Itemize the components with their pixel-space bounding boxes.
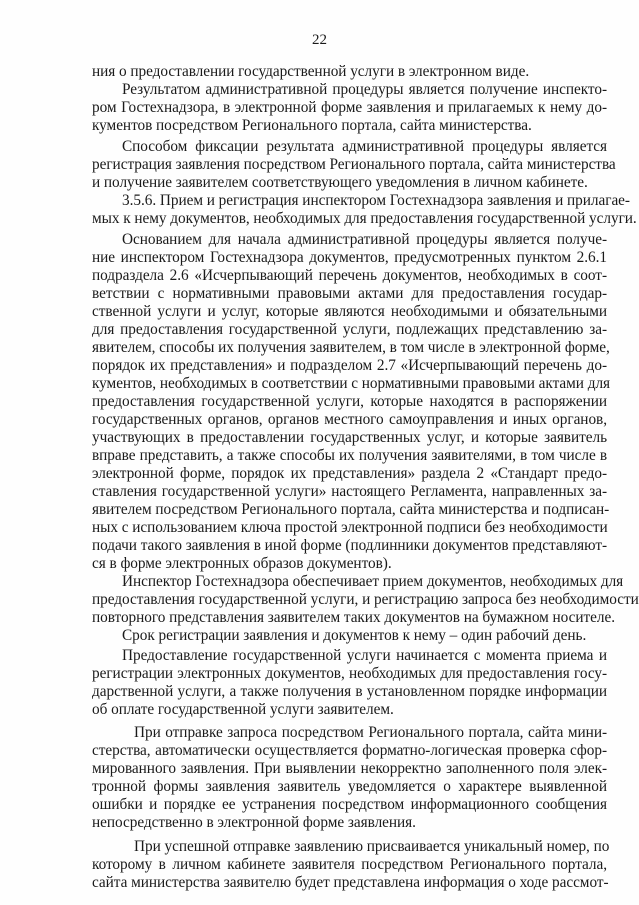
text-line: регистрации электронных документов, необходимых для предоставления госу-: [92, 665, 607, 682]
page-number: 22: [312, 32, 327, 48]
text-line: ставления государственной услуги» настоящего Регламента, направленных за-: [92, 483, 607, 500]
text-line: Предоставление государственной услуги начинается с момента приема и: [122, 647, 607, 664]
text-line: подраздела 2.6 «Исчерпывающий перечень документов, необходимых в соот-: [92, 267, 607, 284]
text-line: 3.5.6. Прием и регистрация инспектором Гостехнадзора заявления и прилагае-: [122, 192, 630, 209]
text-line: вправе представить, а также способы их получения заявителями, в том числе в: [92, 447, 607, 464]
text-line: об оплате государственной услуги заявителем.: [92, 701, 394, 718]
text-line: участвующих в предоставлении государственных услуг, и которые заявитель: [92, 429, 607, 446]
text-line: государственных органов, органов местного самоуправления и иных органов,: [92, 411, 607, 428]
text-line: ветствии с нормативными правовыми актами для предоставления государ-: [92, 285, 607, 302]
text-line: ром Гостехнадзора, в электронной форме заявления и прилагаемых к нему до-: [92, 99, 607, 116]
text-line: ошибки и порядке ее устранения посредством информационного сообщения: [92, 796, 607, 813]
text-line: тронной формы заявления заявитель уведомляется о характере выявленной: [92, 778, 607, 795]
text-line: которому в личном кабинете заявителя посредством Регионального портала,: [92, 856, 607, 873]
text-line: непосредственно в электронной форме заявления.: [92, 814, 416, 831]
text-line: кументов посредством Регионального портала, сайта министерства.: [92, 117, 532, 134]
text-line: порядок их представления» и подразделом 2.7 «Исчерпывающий перечень до-: [92, 357, 607, 374]
text-line: При успешной отправке заявлению присваивается уникальный номер, по: [134, 838, 610, 855]
text-line: Инспектор Гостехнадзора обеспечивает прием документов, необходимых для: [122, 573, 624, 590]
text-line: Способом фиксации результата административной процедуры является: [122, 138, 607, 155]
text-line: мых к нему документов, необходимых для предоставления государственной услуги.: [92, 210, 637, 227]
text-line: подачи такого заявления в иной форме (подлинники документов представляют-: [92, 537, 608, 554]
text-line: явителем, способы их получения заявителем, в том числе в электронной форме,: [92, 339, 610, 356]
text-line: ния о предоставлении государственной услуги в электронном виде.: [92, 63, 530, 80]
text-line: предоставления государственной услуги, которые находятся в распоряжении: [92, 393, 607, 410]
text-line: ся в форме электронных образов документов).: [92, 555, 392, 572]
text-line: предоставления государственной услуги, и регистрацию запроса без необходимости: [92, 591, 639, 608]
text-line: и получение заявителем соответствующего уведомления в личном кабинете.: [92, 174, 588, 191]
text-line: для предоставления государственной услуги, подлежащих представлению за-: [92, 321, 607, 338]
text-line: Срок регистрации заявления и документов к нему – один рабочий день.: [122, 627, 587, 644]
text-line: сайта министерства заявителю будет представлена информация о ходе рассмот-: [92, 874, 609, 891]
text-line: электронной форме, порядок их представления» раздела 2 «Стандарт предо-: [92, 465, 607, 482]
text-line: кументов, необходимых в соответствии с нормативными правовыми актами для: [92, 375, 611, 392]
text-line: мированного заявления. При выявлении некорректно заполненного поля элек-: [92, 760, 607, 777]
text-line: явителем посредством Регионального портала, сайта министерства и подписан-: [92, 501, 610, 518]
text-line: При отправке запроса посредством Регионального портала, сайта мини-: [134, 724, 607, 741]
text-line: повторного представления заявителем таких документов на бумажном носителе.: [92, 609, 615, 626]
text-line: Основанием для начала административной процедуры является получе-: [122, 231, 607, 248]
text-line: ственной услуги и услуг, которые являются необходимыми и обязательными: [92, 303, 607, 320]
text-line: Результатом административной процедуры является получение инспекто-: [122, 81, 607, 98]
text-line: стерства, автоматически осуществляется форматно-логическая проверка сфор-: [92, 742, 607, 759]
text-line: ние инспектором Гостехнадзора документов, предусмотренных пунктом 2.6.1: [92, 249, 607, 266]
text-line: ных с использованием ключа простой электронной подписи без необходимости: [92, 519, 608, 536]
text-line: дарственной услуги, а также получения в установленном порядке информации: [92, 683, 607, 700]
text-line: регистрация заявления посредством Регионального портала, сайта министерства: [92, 156, 616, 173]
